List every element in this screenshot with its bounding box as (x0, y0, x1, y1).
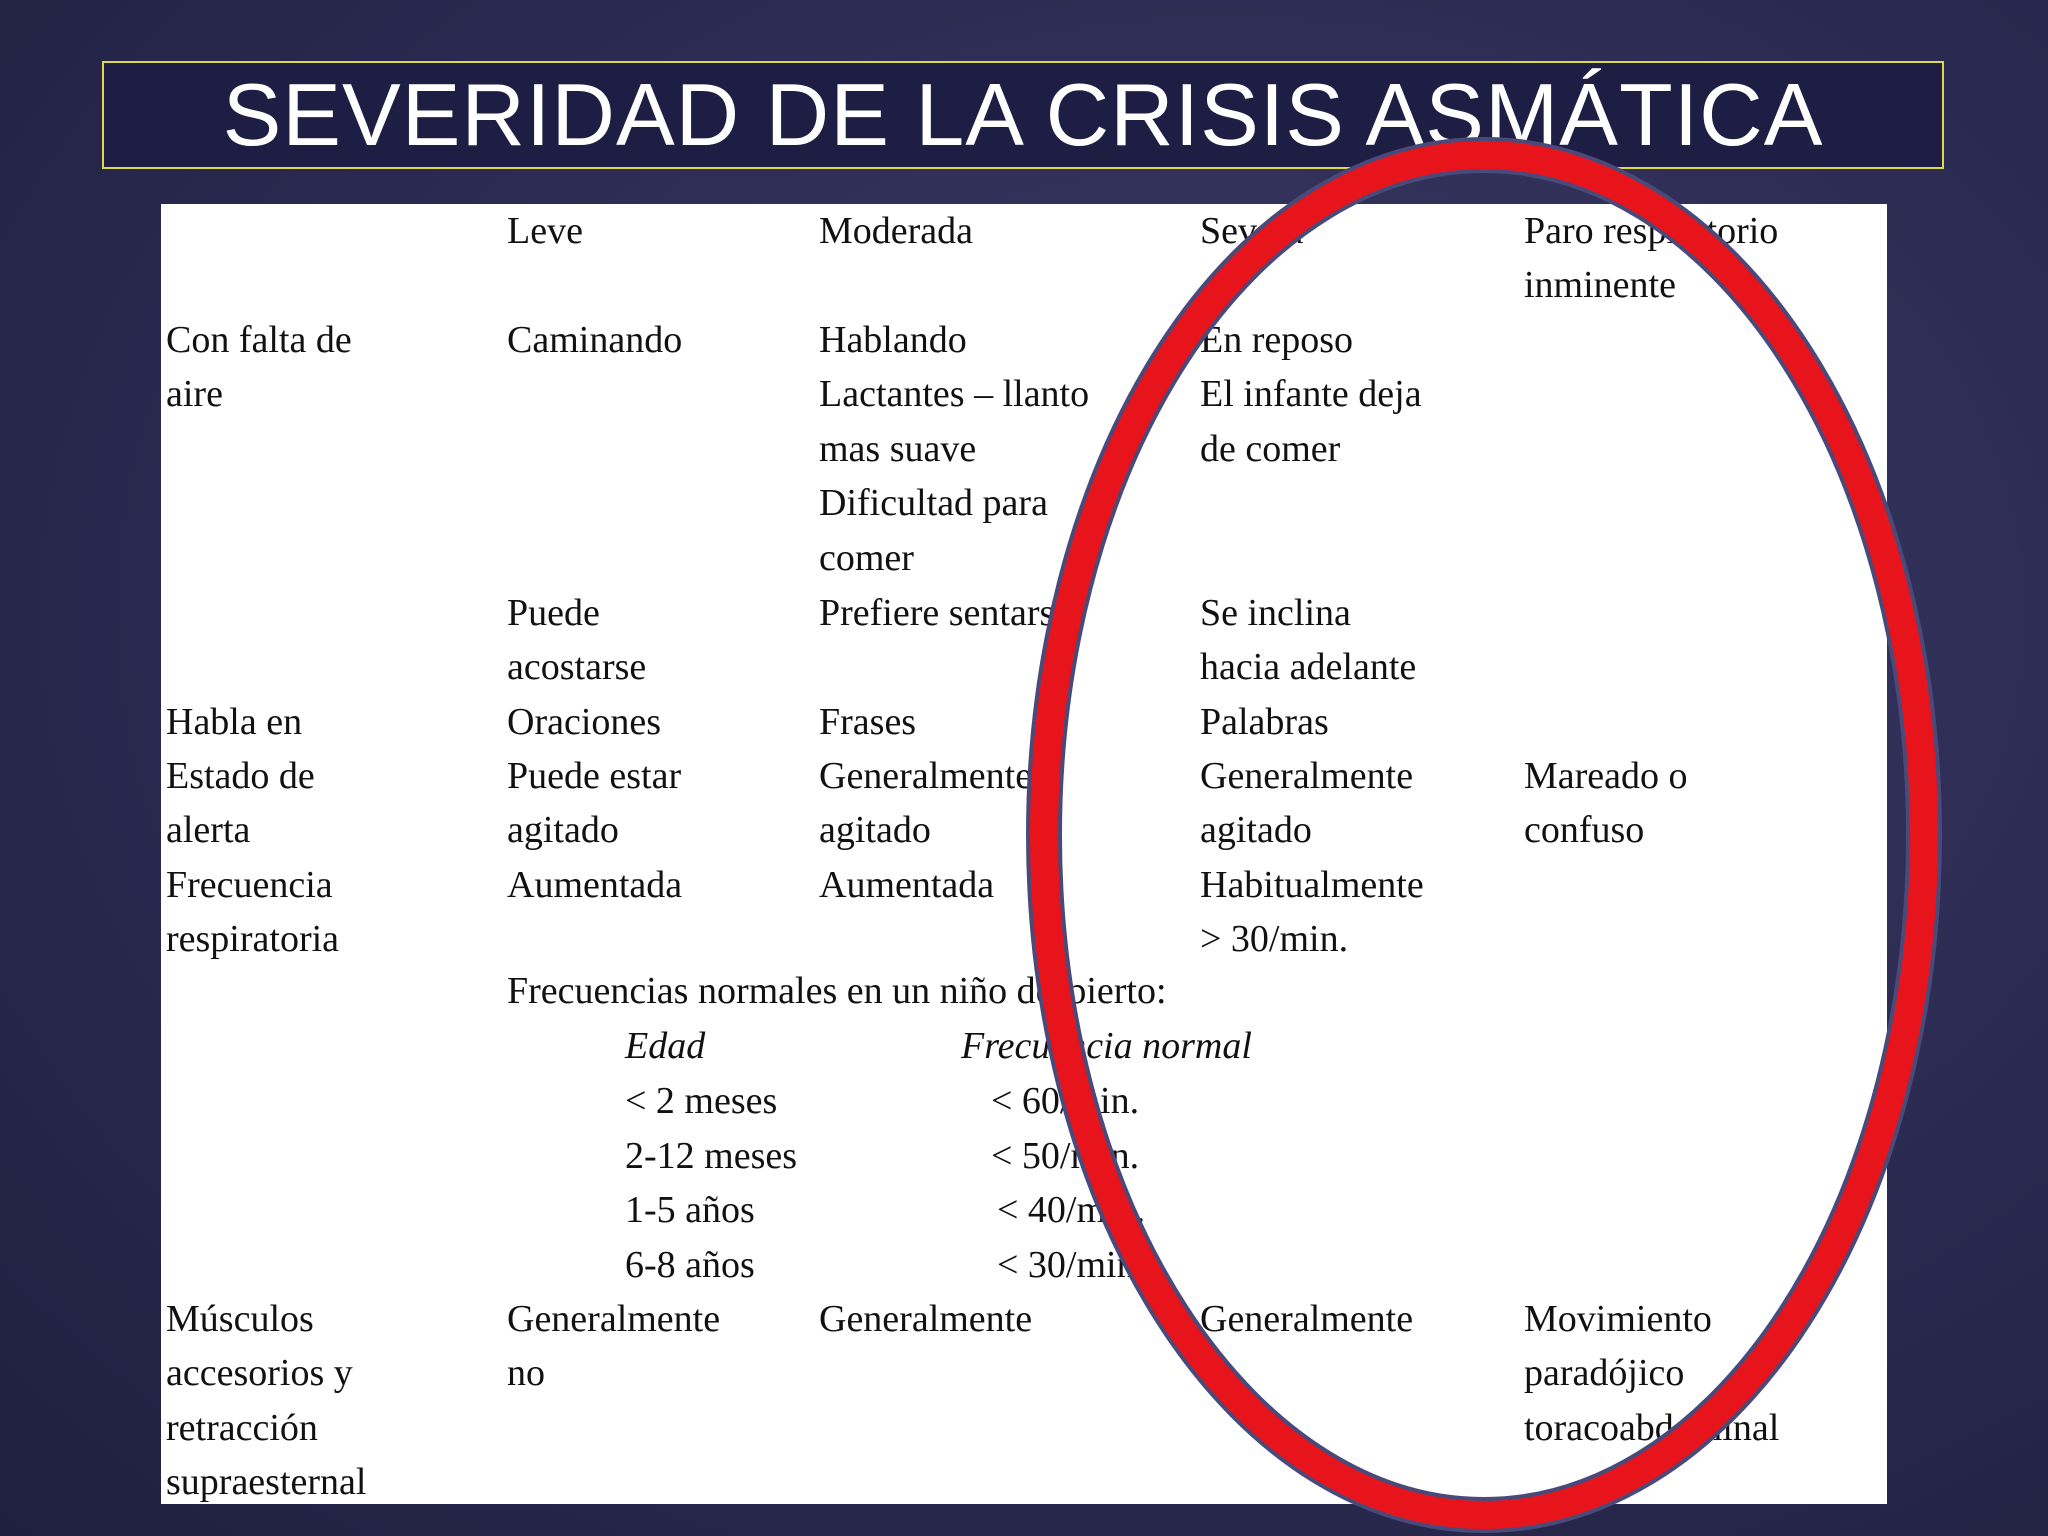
row-label-musc-2: accesorios y (166, 1352, 353, 1394)
cell-pos-mod: Prefiere sentarse (819, 592, 1072, 634)
cell-alerta-sev-1: Generalmente (1200, 755, 1414, 797)
cell-frec-sev-1: Habitualmente (1200, 864, 1424, 906)
cell-frec-sev-2: > 30/min. (1200, 918, 1349, 960)
normal-rate-freq: < 60/min. (991, 1080, 1140, 1122)
normal-rates-col-freq: Frecuencia normal (961, 1025, 1252, 1067)
normal-rate-edad: < 2 meses (625, 1080, 778, 1122)
cell-falta-mod-3: mas suave (819, 428, 977, 470)
cell-alerta-paro-2: confuso (1524, 809, 1645, 851)
cell-musc-paro-2: paradójico (1524, 1352, 1685, 1394)
cell-falta-mod-1: Hablando (819, 319, 967, 361)
cell-musc-paro-1: Movimiento (1524, 1298, 1712, 1340)
normal-rate-edad: 6-8 años (625, 1244, 755, 1286)
cell-frec-leve: Aumentada (507, 864, 683, 906)
cell-alerta-sev-2: agitado (1200, 809, 1312, 851)
normal-rate-freq: < 30/min. (997, 1244, 1146, 1286)
row-label-musc-3: retracción (166, 1407, 318, 1449)
row-label-musc-1: Músculos (166, 1298, 314, 1340)
row-label-musc-4: supraesternal (166, 1461, 367, 1503)
cell-falta-leve: Caminando (507, 319, 683, 361)
cell-musc-mod: Generalmente (819, 1298, 1033, 1340)
page-title: SEVERIDAD DE LA CRISIS ASMÁTICA (222, 65, 1824, 164)
normal-rates-intro: Frecuencias normales en un niño despierto: (507, 970, 1167, 1012)
cell-alerta-leve-1: Puede estar (507, 755, 682, 797)
cell-pos-sev-1: Se inclina (1200, 592, 1351, 634)
cell-alerta-mod-2: agitado (819, 809, 931, 851)
cell-pos-leve-1: Puede (507, 592, 600, 634)
header-paro-line2: inminente (1524, 264, 1676, 306)
cell-pos-leve-2: acostarse (507, 646, 647, 688)
cell-musc-leve-1: Generalmente (507, 1298, 721, 1340)
normal-rate-edad: 2-12 meses (625, 1135, 798, 1177)
header-paro-line1: Paro respiratorio (1524, 210, 1779, 252)
cell-falta-mod-5: comer (819, 537, 914, 579)
cell-musc-paro-3: toracoabdominal (1524, 1407, 1780, 1449)
cell-falta-mod-4: Dificultad para (819, 482, 1048, 524)
cell-falta-sev-1: En reposo (1200, 319, 1354, 361)
cell-frec-mod: Aumentada (819, 864, 995, 906)
row-label-frec-2: respiratoria (166, 918, 340, 960)
header-severa: Severa (1200, 210, 1304, 252)
row-label-alerta-2: alerta (166, 809, 251, 851)
row-label-falta-1: Con falta de (166, 319, 352, 361)
cell-alerta-leve-2: agitado (507, 809, 619, 851)
cell-habla-sev: Palabras (1200, 701, 1329, 743)
cell-musc-leve-2: no (507, 1352, 545, 1394)
row-label-falta-2: aire (166, 373, 223, 415)
cell-habla-leve: Oraciones (507, 701, 662, 743)
row-label-alerta-1: Estado de (166, 755, 315, 797)
normal-rate-freq: < 40/min. (997, 1189, 1146, 1231)
header-moderada: Moderada (819, 210, 974, 252)
cell-habla-mod: Frases (819, 701, 917, 743)
cell-falta-sev-3: de comer (1200, 428, 1341, 470)
header-leve: Leve (507, 210, 583, 252)
cell-alerta-mod-1: Generalmente (819, 755, 1033, 797)
cell-falta-mod-2: Lactantes – llanto (819, 373, 1090, 415)
cell-musc-sev: Generalmente (1200, 1298, 1414, 1340)
normal-rate-freq: < 50/min. (991, 1135, 1140, 1177)
cell-falta-sev-2: El infante deja (1200, 373, 1422, 415)
row-label-frec-1: Frecuencia (166, 864, 333, 906)
cell-alerta-paro-1: Mareado o (1524, 755, 1688, 797)
cell-pos-sev-2: hacia adelante (1200, 646, 1417, 688)
normal-rates-col-edad: Edad (625, 1025, 706, 1067)
normal-rate-edad: 1-5 años (625, 1189, 755, 1231)
row-label-habla: Habla en (166, 701, 303, 743)
severity-table (161, 204, 1887, 1504)
title-box (102, 61, 1944, 169)
